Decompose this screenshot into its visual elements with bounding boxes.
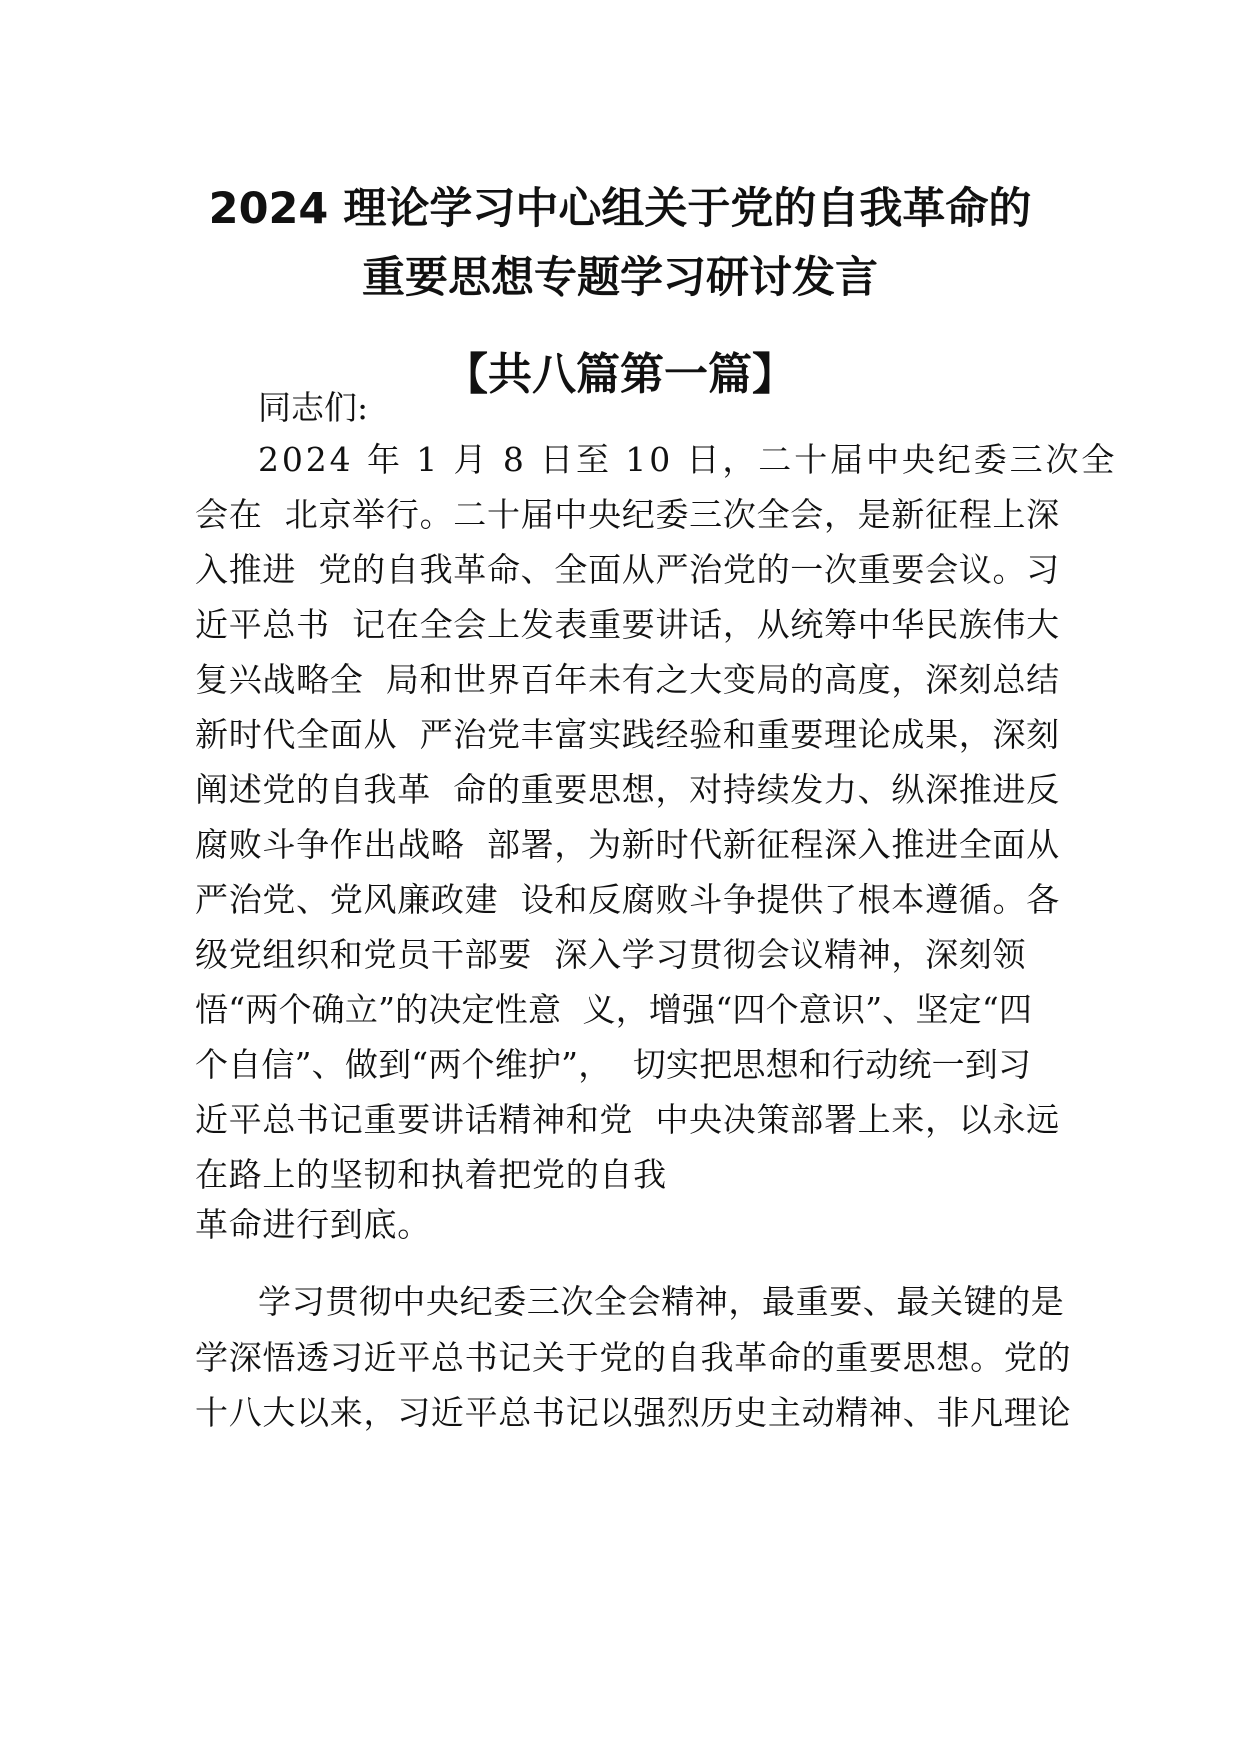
document-title-line-1: 2024 理论学习中心组关于党的自我革命的 bbox=[208, 184, 1032, 234]
paragraph-1-line: 级党组织和党员干部要 深入学习贯彻会议精神，深刻领 bbox=[195, 935, 1027, 974]
paragraph-1-line: 会在 北京举行。二十届中央纪委三次全会，是新征程上深 bbox=[195, 495, 1060, 534]
paragraph-1-line: 腐败斗争作出战略 部署，为新时代新征程深入推进全面从 bbox=[195, 825, 1060, 864]
paragraph-2-line: 学习贯彻中央纪委三次全会精神，最重要、最关键的是 bbox=[258, 1282, 1065, 1321]
paragraph-1-line: 在路上的坚韧和执着把党的自我 bbox=[195, 1155, 667, 1194]
paragraph-1-line: 近平总书 记在全会上发表重要讲话，从统筹中华民族伟大 bbox=[195, 605, 1060, 644]
paragraph-1-line: 阐述党的自我革 命的重要思想，对持续发力、纵深推进反 bbox=[195, 770, 1060, 809]
paragraph-1-line: 严治党、党风廉政建 设和反腐败斗争提供了根本遵循。各 bbox=[195, 880, 1060, 919]
greeting: 同志们: bbox=[258, 388, 369, 427]
paragraph-1-line: 革命进行到底。 bbox=[195, 1205, 431, 1244]
paragraph-1-line: 近平总书记重要讲话精神和党 中央决策部署上来，以永远 bbox=[195, 1100, 1060, 1139]
paragraph-1-line: 2024 年 1 月 8 日至 10 日，二十届中央纪委三次全 bbox=[258, 440, 1118, 479]
paragraph-1-line: 复兴战略全 局和世界百年未有之大变局的高度，深刻总结 bbox=[195, 660, 1060, 699]
paragraph-2-line: 十八大以来，习近平总书记以强烈历史主动精神、非凡理论 bbox=[195, 1393, 1072, 1432]
paragraph-1-line: 悟“两个确立”的决定性意 义，增强“四个意识”、坚定“四 bbox=[195, 990, 1033, 1029]
paragraph-2-line: 学深悟透习近平总书记关于党的自我革命的重要思想。党的 bbox=[195, 1338, 1072, 1377]
document-subtitle: 【共八篇第一篇】 bbox=[444, 349, 796, 400]
paragraph-1-line: 个自信”、做到“两个维护”， 切实把思想和行动统一到习 bbox=[195, 1045, 1032, 1084]
paragraph-1-line: 新时代全面从 严治党丰富实践经验和重要理论成果，深刻 bbox=[195, 715, 1060, 754]
document-title-line-2: 重要思想专题学习研讨发言 bbox=[362, 253, 878, 303]
paragraph-1-line: 入推进 党的自我革命、全面从严治党的一次重要会议。习 bbox=[195, 550, 1060, 589]
